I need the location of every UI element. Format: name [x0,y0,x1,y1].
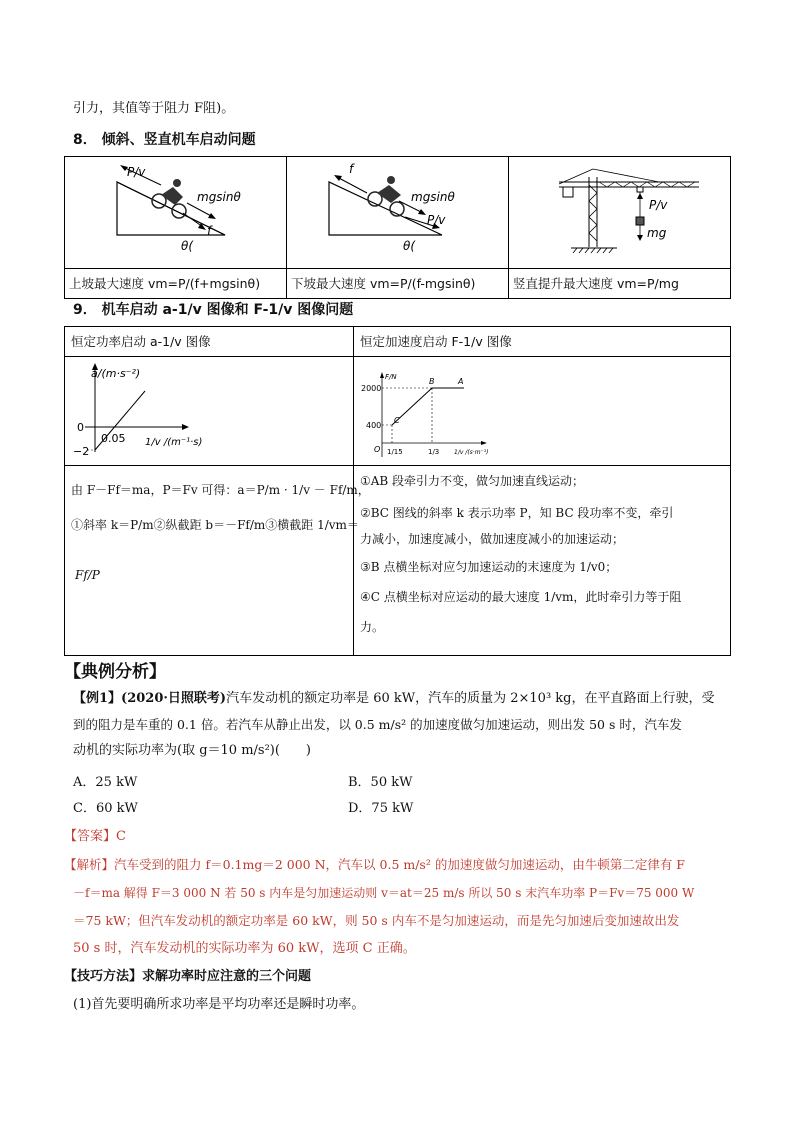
downhill-f-label: f [349,162,354,176]
right-line-4: ③B 点横坐标对应匀加速运动的末速度为 1/v0； [360,560,618,574]
left-line-2: ①斜率 k＝P/m②纵截距 b＝－Ff/m③横截距 1/vm＝ [71,518,359,532]
graph-F-ylabel: F/N [385,373,397,381]
graph-a-tick-x: 0.05 [101,432,126,445]
graph-F-tick-x2: 1/3 [428,448,440,456]
graph-F-point-C: C [394,416,400,425]
graph-F-tick-x1: 1/15 [387,448,403,456]
option-D: D．75 kW [348,801,414,816]
cyclist-icon [368,176,404,216]
explain-line-3: ＝75 kW；但汽车发动机的额定功率是 60 kW，则 50 s 内车不是匀加速运动，而是先匀加速后变加速故出发 [73,913,680,928]
header-left: 恒定功率启动 a-1/v 图像 [71,334,211,349]
right-line-1: ①AB 段牵引力不变，做匀加速直线运动； [360,474,585,488]
header-left-cell [65,327,354,357]
section9-table [64,326,731,656]
graph-a [65,357,353,461]
explain-line-4: 50 s 时，汽车发动机的实际功率为 60 kW，选项 C 正确。 [73,941,416,956]
explain-left-cell [65,466,370,656]
fig-downhill-cell [287,157,509,269]
caption-uphill-cell [65,269,287,299]
graph-F-tick-2000: 2000 [361,384,382,393]
intro-line: 引力，其值等于阻力 F阻)。 [73,101,235,116]
section8-title: 8． 倾斜、竖直机车启动问题 [73,132,256,148]
graph-a-tick-0: 0 [77,421,84,434]
explain-label: 【解析】 [64,857,115,872]
question-line-2: 到的阻力是车重的 0.1 倍。若汽车从静止出发，以 0.5 m/s² 的加速度做匀加速运动，则出发 50 s 时，汽车发 [73,717,682,732]
caption-uphill: 上坡最大速度 vm=P/(f+mgsinθ) [69,276,261,291]
downhill-pv-label: P/v [427,213,446,227]
caption-crane: 竖直提升最大速度 vm=P/mg [513,276,679,291]
section8-table [64,156,731,299]
question-line-3: 动机的实际功率为(取 g＝10 m/s²)( ) [73,743,312,758]
graph-a-xlabel: 1/v /(m⁻¹·s) [145,437,203,448]
fig-crane-cell [509,157,731,269]
uphill-pv-label: P/v [127,165,146,179]
downhill-theta-label: θ( [403,239,416,253]
example-line-1 [73,690,715,708]
graph-a-ylabel: a/(m·s⁻²) [91,367,141,380]
graph-F-cell [354,357,731,466]
graph-a-cell [65,357,354,466]
downhill-figure [287,157,508,264]
uphill-mg-label: mgsinθ [197,190,241,204]
explain-line-2: －f＝ma 解得 F＝3 000 N 若 50 s 内车是匀加速运动则 v＝at＝25 m/s 所以 50 s 末汽车功率 P＝Fv＝75 000 W [73,886,695,900]
answer-value: C [116,829,126,844]
uphill-theta-label: θ( [181,239,194,253]
right-line-2: ②BC 图线的斜率 k 表示功率 P，知 BC 段功率不变，牵引 [360,506,674,520]
right-line-3: 力减小，加速度减小，做加速度减小的加速运动； [360,532,625,546]
option-A: A．25 kW [73,775,138,790]
question-line-1: 汽车发动机的额定功率是 60 kW，汽车的质量为 2×10³ kg，在平直路面上行驶，受 [226,691,715,706]
answer-label: 【答案】 [64,829,117,844]
fig-uphill-cell [65,157,287,269]
explain-right-cell [354,466,731,656]
header-right: 恒定加速度启动 F-1/v 图像 [360,334,512,349]
skill-item-1: (1)首先要明确所求功率是平均功率还是瞬时功率。 [73,997,365,1012]
caption-crane-cell [509,269,731,299]
option-C: C．60 kW [73,801,138,816]
answer-line [64,828,126,846]
skill-title: 求解功率时应注意的三个问题 [142,969,312,984]
section9-title: 9． 机车启动 a-1/v 图像和 F-1/v 图像问题 [73,302,354,318]
crane-mg-label: mg [647,226,667,240]
caption-downhill: 下坡最大速度 vm=P/(f-mgsinθ) [291,276,476,291]
skill-heading [64,968,311,986]
caption-downhill-cell [287,269,509,299]
explain-text-1: 汽车受到的阻力 f＝0.1mg＝2 000 N，汽车以 0.5 m/s² 的加速度做匀加速运动，由牛顿第二定律有 F [114,857,685,872]
crane-pv-label: P/v [649,198,668,212]
left-line-1: 由 F－Ff＝ma，P＝Fv 可得：a＝P/m · 1/v － Ff/m， [71,483,370,497]
left-line-3: Ff/P [75,568,100,582]
example-label: 【例1】 [73,691,122,706]
graph-F-point-B: B [429,377,435,386]
example-source: (2020·日照联考) [121,691,227,706]
downhill-mg-label: mgsinθ [411,190,455,204]
explain-line-1 [64,856,685,874]
graph-F-tick-400: 400 [366,421,382,430]
graph-F-origin: O [374,445,381,454]
graph-F [354,357,730,461]
right-line-6: 力。 [360,620,385,634]
skill-label: 【技巧方法】 [64,969,143,984]
cyclist-icon [152,179,186,218]
graph-a-tick-neg2: −2 [73,445,90,458]
uphill-figure [65,157,286,264]
header-right-cell [354,327,731,357]
graph-F-xlabel: 1/v /(s·m⁻¹) [454,449,489,456]
graph-F-point-A: A [458,377,464,386]
uphill-f-label: f [207,224,212,238]
right-line-5: ④C 点横坐标对应运动的最大速度 1/vm，此时牵引力等于阻 [360,590,682,604]
analysis-heading: 【典例分析】 [64,662,166,682]
crane-figure [509,157,730,264]
option-B: B．50 kW [348,775,413,790]
